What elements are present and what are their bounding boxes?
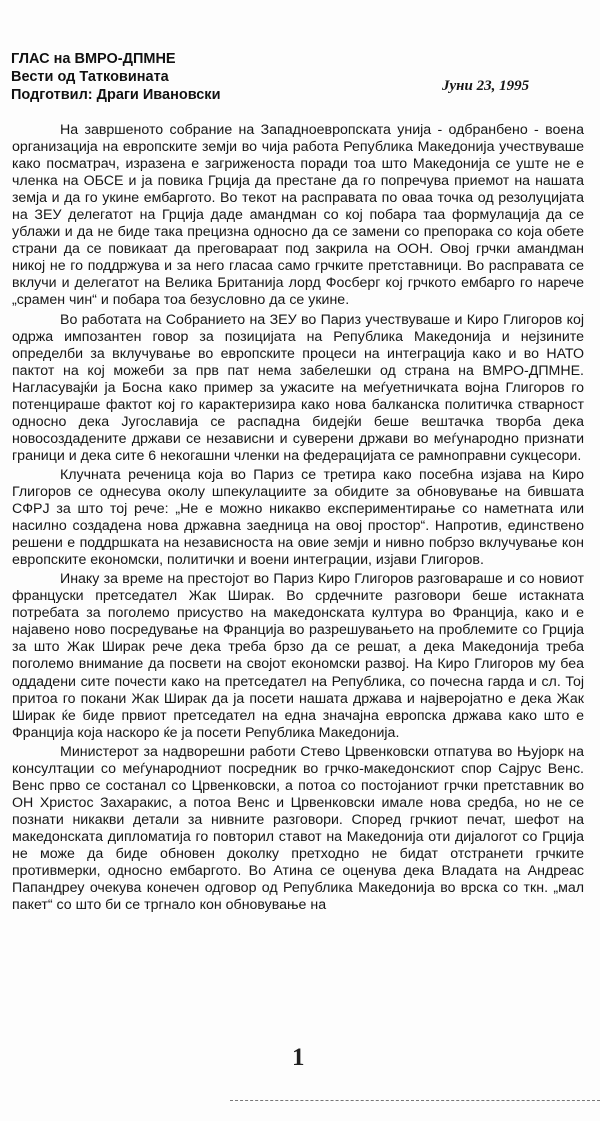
page-number: 1 [292,1044,305,1071]
document-date: Јуни 23, 1995 [442,78,530,94]
article-body [12,122,584,916]
paragraph: Во работата на Собранието на ЗЕУ во Париз учествуваше и Киро Глигоров кој одржа импозантен говор за позицијата на Република Македонија и нејзините определби за вклучување во европските процеси на интеграција како и во НАТО пактот на кој можеби за прв пат нема забелешки од страна на ВМРО-ДПМНЕ. Нагласувајќи ја Босна како пример за ужасите на меѓуетничката војна Глигоров го потенцираше фактот кој го карактеризира како нова балканска политичка стварност односно дека Југославија се распадна бидејќи беше вештачка творба дека новосоздадените држави се независни и суверени држави во меѓународно признати граници и дека сите 6 некогашни членки на федерацијата се рамноправни сукцесори. [12,311,584,464]
paragraph: Министерот за надворешни работи Стево Црвенковски отпатува во Њујорк на консултации со меѓународниот посредник во грчко-македонскиот спор Сајрус Венс. Венс прво се состанал со Црвенковски, а потоа со постојаниот грчки претставник во ОН Христос Захаракис, а потоа Венс и Црвенковски имале нова средба, но не се познати никакви детали за нивните разговори. Според грчкиот печат, шефот на македонската дипломатија го повторил ставот на Македонија оти дијалогот со Грција не може да биде обновен доколку претходно не бидат отстранети грчките противмерки, односно ембаргото. Во Атина се оценува дека Владата на Андреас Папандреу очекува конечен одговор од Република Македонија во врска со ткн. „мал пакет“ со што би се тргнало кон обновување на [12,743,584,914]
section-title: Вести од Татковината [11,69,169,85]
publication-title: ГЛАС на ВМРО-ДПМНЕ [11,51,176,67]
paragraph: Клучната реченица која во Париз се третира како посебна изјава на Киро Глигоров се однесува околу шпекулациите за обидите за обновување на бившата СФРЈ за што тој рече: „Не е можно никакво експериментирање со наметната или насилно создадена нова државна заедница на овој простор“. Напротив, единствено решени е поддршката на независноста на овие земји и нивно побрзо вклучување кон европските економски, политички и воени интеграции, изјави Глигоров. [12,466,584,569]
paragraph: Инаку за време на престојот во Париз Киро Глигоров разговараше и со новиот француски претседател Жак Ширак. Во срдечните разговори беше истакната потребата за поголемо присуство на македонската култура во Франција, како и е најавено ново посредување на Франција во разрешувањето на проблемите со Грција за што Жак Ширак рече дека треба брзо да се решат, а дека Македонија треба поголемо внимание да посвети на својот економски развој. На Киро Глигоров му беа оддадени сите почести како на претседател на Република, со почесна гарда и сл. Тој притоа го покани Жак Ширак да ја посети нашата држава и најверојатно е дека Жак Ширак ќе биде првиот претседател на една значајна европска држава како што е Франција која наскоро ќе ја посети Република Македонија. [12,571,584,741]
author-line: Подготвил: Драги Ивановски [11,87,221,103]
paragraph: На завршеното собрание на Западноевропската унија - одбранбено - воена организација на европските земји во чија работа Република Македонија учествуваше како посматрач, изразена е загриженоста поради тоа што Македонија се уште не е членка на ОБСЕ и ја повика Грција да престане да го попречува приемот на нашата земја и да го укине ембаргото. Во текот на расправата по оваа точка од резолуцијата на ЗЕУ делегатот на Грција даде амандман со кој побара таа формулација да се ублажи и да не биде така прецизна односно да се замени со препорака со која обете страни да се повикаат да преговараат под закрила на ООН. Овој грчки амандман никој не го поддржува и за него гласаа само грчките претставници. Во расправата се вклучи и делегатот на Велика Британија лорд Фосберг кој грчкото ембарго го нарече „срамен чин“ и побара тоа безусловно да се укине. [12,122,584,309]
footer-divider [230,1100,600,1101]
document-header [11,50,220,104]
